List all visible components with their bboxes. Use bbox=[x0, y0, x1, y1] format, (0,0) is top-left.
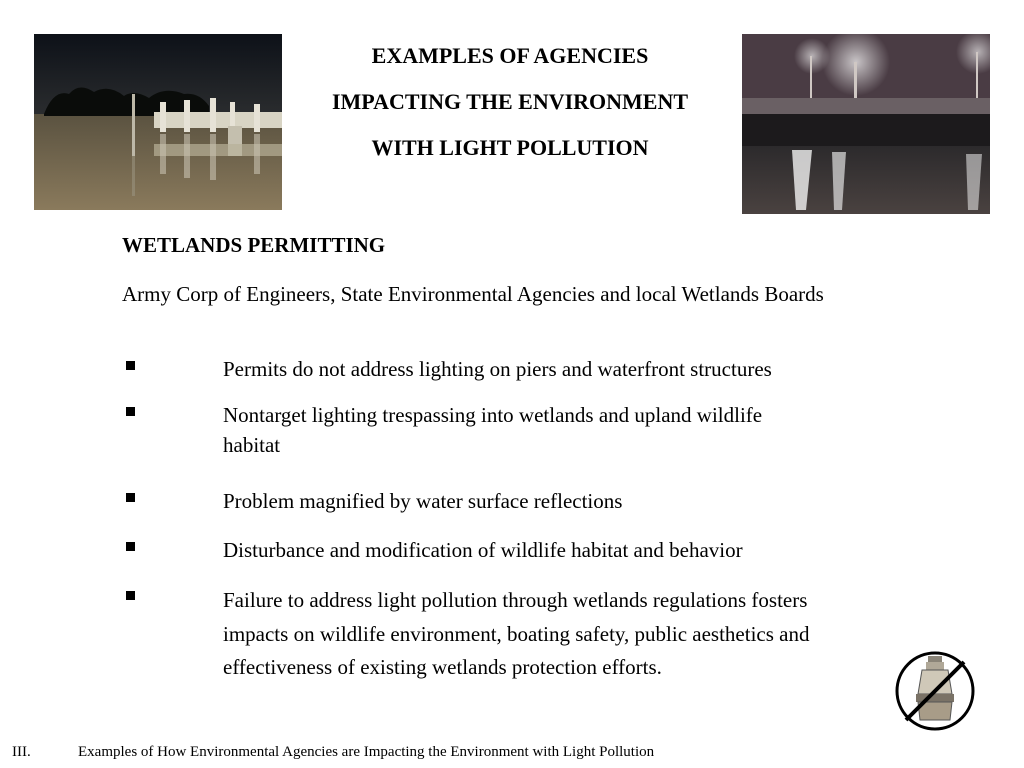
title-line-2: IMPACTING THE ENVIRONMENT bbox=[331, 89, 689, 114]
no-light-fixture-icon bbox=[894, 650, 976, 732]
slide-title bbox=[290, 42, 730, 180]
section-heading: WETLANDS PERMITTING bbox=[122, 233, 386, 257]
square-bullet-icon bbox=[126, 407, 135, 416]
title-line-1: EXAMPLES OF AGENCIES bbox=[371, 43, 649, 68]
bullet-text: Disturbance and modification of wildlife habitat and behavior bbox=[223, 538, 743, 562]
bullet-text: Nontarget lighting trespassing into wetlands and upland wildlife habitat bbox=[223, 403, 763, 457]
title-line-3: WITH LIGHT POLLUTION bbox=[371, 135, 649, 160]
footer-section-number: III. bbox=[12, 744, 31, 760]
bullet-text: Permits do not address lighting on piers and waterfront structures bbox=[223, 357, 772, 381]
night-dock-lights-photo bbox=[742, 34, 990, 214]
footer-text: Examples of How Environmental Agencies are Impacting the Environment with Light Pollution bbox=[78, 744, 655, 760]
square-bullet-icon bbox=[126, 493, 135, 502]
square-bullet-icon bbox=[126, 361, 135, 370]
square-bullet-icon bbox=[126, 591, 135, 600]
square-bullet-icon bbox=[126, 542, 135, 551]
agencies-text: Army Corp of Engineers, State Environmental Agencies and local Wetlands Boards bbox=[122, 282, 824, 306]
night-pier-photo bbox=[34, 34, 282, 210]
bullet-text: Problem magnified by water surface reflections bbox=[223, 489, 623, 513]
bullet-text: Failure to address light pollution through wetlands regulations fosters impacts on wildlife environment, boating safety, public aesthetics and effectiveness of existing wetlands protection efforts. bbox=[223, 588, 810, 679]
